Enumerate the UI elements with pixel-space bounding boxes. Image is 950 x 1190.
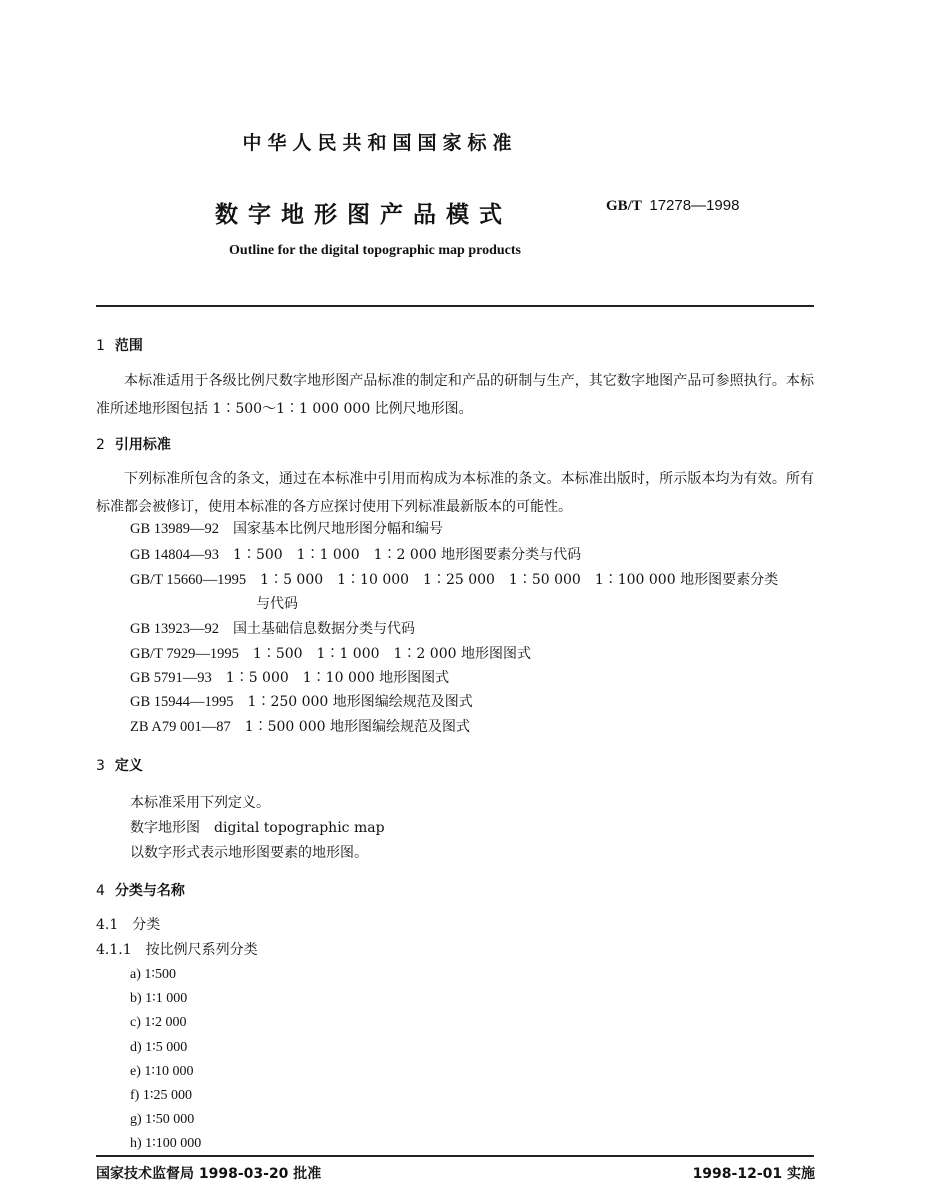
definition-intro: 本标准采用下列定义。 — [130, 795, 270, 811]
reference-item: GB 13923—92 国土基础信息数据分类与代码 — [130, 621, 416, 637]
list-item: a) 1∶500 — [130, 967, 177, 982]
reference-item: GB 14804—93 1∶500 1∶1 000 1∶2 000 地形图要素分类与代码 — [130, 547, 582, 563]
approval-date: 国家技术监督局 1998-03-20 批准 — [96, 1166, 322, 1182]
reference-item: GB/T 15660—1995 1∶5 000 1∶10 000 1∶25 000 1∶50 000 1∶100 000 地形图要素分类 — [130, 572, 779, 588]
code-prefix: GB/T — [606, 198, 642, 214]
standard-code — [606, 197, 739, 215]
section-2-heading: 2 引用标准 — [96, 437, 171, 453]
implementation-date: 1998-12-01 实施 — [692, 1166, 815, 1182]
list-item: d) 1∶5 000 — [130, 1040, 188, 1055]
reference-item: GB 15944—1995 1∶250 000 地形图编绘规范及图式 — [130, 694, 473, 710]
header-divider — [96, 305, 814, 307]
definition-text: 以数字形式表示地形图要素的地形图。 — [130, 845, 368, 861]
section-2-paragraph: 下列标准所包含的条文，通过在本标准中引用而构成为本标准的条文。本标准出版时，所示版本均为有效。所有标准都会被修订，使用本标准的各方应探讨使用下列标准最新版本的可能性。 — [96, 471, 814, 515]
code-number: 17278—1998 — [649, 197, 740, 214]
reference-item: GB 5791—93 1∶5 000 1∶10 000 地形图图式 — [130, 670, 450, 686]
list-item: f) 1∶25 000 — [130, 1088, 192, 1103]
reference-item: GB 13989—92 国家基本比例尺地形图分幅和编号 — [130, 521, 444, 537]
definition-term: 数字地形图 digital topographic map — [130, 820, 385, 836]
list-item: b) 1∶1 000 — [130, 991, 188, 1006]
english-title: Outline for the digital topographic map products — [229, 243, 521, 258]
list-item: e) 1∶10 000 — [130, 1064, 194, 1079]
section-1-heading: 1 范围 — [96, 338, 143, 354]
standard-title: 数字地形图产品模式 — [215, 202, 512, 228]
section-4-heading: 4 分类与名称 — [96, 883, 185, 899]
subsection-4-1: 4.1 分类 — [96, 917, 161, 933]
reference-item: GB/T 7929—1995 1∶500 1∶1 000 1∶2 000 地形图图式 — [130, 646, 531, 662]
subsection-4-1-1: 4.1.1 按比例尺系列分类 — [96, 942, 258, 958]
list-item: h) 1∶100 000 — [130, 1136, 202, 1151]
reference-item-continuation: 与代码 — [256, 596, 298, 612]
list-item: c) 1∶2 000 — [130, 1015, 187, 1030]
standard-authority: 中华人民共和国国家标准 — [242, 132, 518, 154]
section-3-heading: 3 定义 — [96, 758, 143, 774]
footer-divider — [96, 1155, 814, 1157]
reference-item: ZB A79 001—87 1∶500 000 地形图编绘规范及图式 — [130, 719, 470, 735]
section-1-paragraph: 本标准适用于各级比例尺数字地形图产品标准的制定和产品的研制与生产，其它数字地图产品可参照执行。本标准所述地形图包括 1∶500～1∶1 000 000 比例尺地形图。 — [96, 373, 814, 417]
list-item: g) 1∶50 000 — [130, 1112, 195, 1127]
